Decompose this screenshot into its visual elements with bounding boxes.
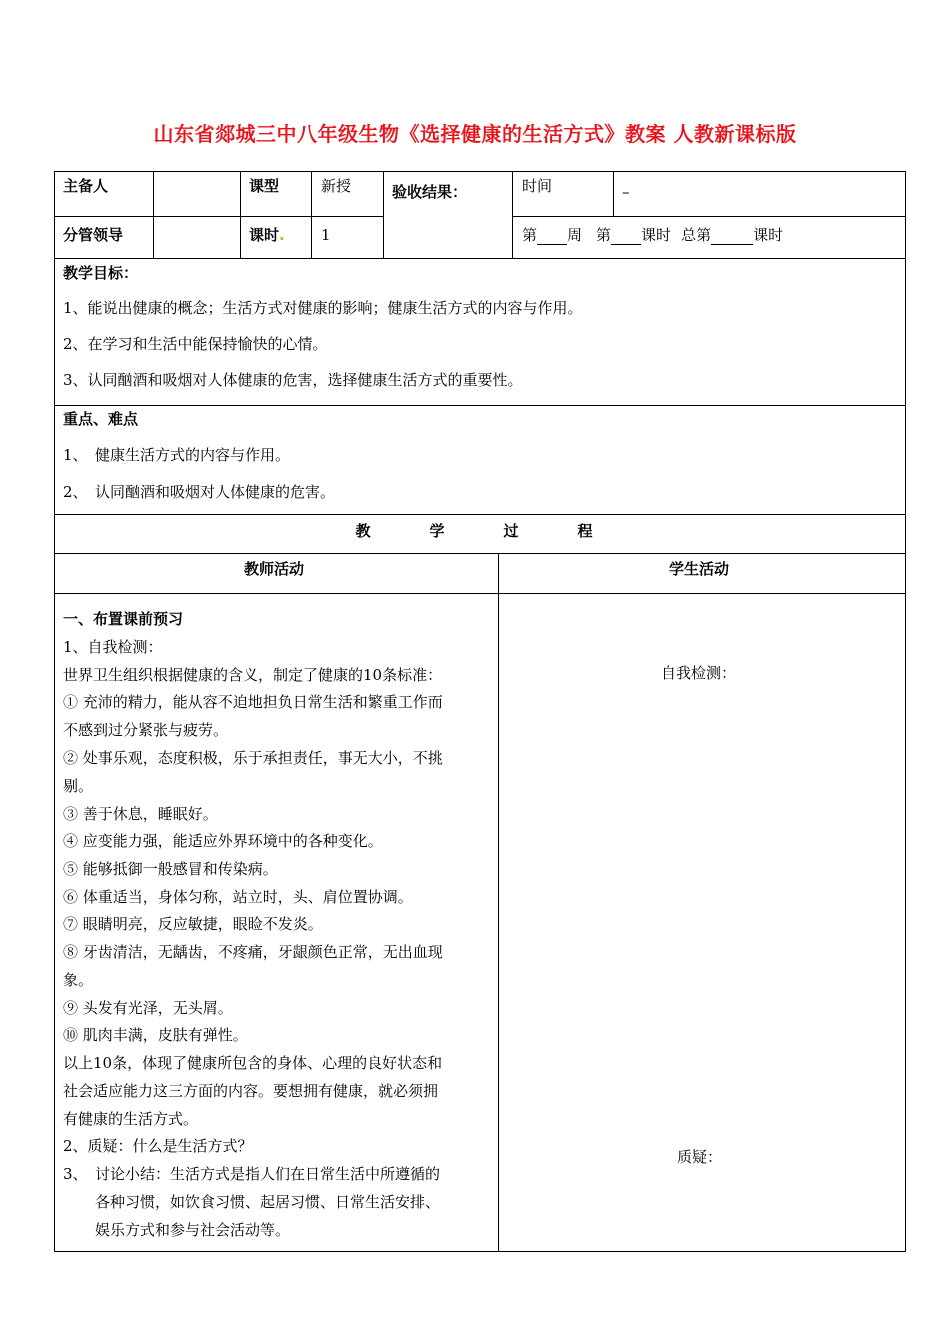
teacher-line: 娱乐方式和参与社会活动等。 (95, 1221, 291, 1239)
week-di: 第 (522, 226, 538, 244)
teacher-section-heading: 一、布置课前预习 (63, 610, 184, 628)
period-blank (611, 227, 641, 245)
teacher-line: ⑨ 头发有光泽，无头屑。 (63, 999, 233, 1017)
teacher-activity-header: 教师活动 (244, 560, 305, 578)
row-divider (512, 216, 906, 217)
teacher-line: 社会适应能力这三方面的内容。要想拥有健康，就必须拥 (63, 1082, 439, 1100)
col-divider (240, 171, 241, 258)
acceptance-result-label: 验收结果： (392, 183, 468, 201)
col-divider (311, 171, 312, 258)
week-blank (537, 227, 567, 245)
col-divider (383, 171, 384, 258)
row-divider (54, 405, 906, 406)
row-divider (54, 553, 906, 554)
teacher-line: ② 处事乐观，态度积极，乐于承担责任，事无大小，不挑 (63, 749, 443, 767)
process-char: 过 (503, 522, 519, 540)
student-activity-header: 学生活动 (669, 560, 730, 578)
teacher-line: ⑤ 能够抵御一般感冒和传染病。 (63, 860, 278, 878)
teacher-line: 各种习惯，如饮食习惯、起居习惯、日常生活安排、 (95, 1193, 441, 1211)
teacher-line: 1、自我检测： (63, 638, 163, 656)
teacher-line: ⑧ 牙齿清洁，无龋齿，不疼痛，牙龈颜色正常，无出血现 (63, 943, 443, 961)
class-hour-text: 课时 (249, 226, 280, 244)
teacher-line: ⑦ 眼睛明亮，反应敏捷，眼睑不发炎。 (63, 915, 323, 933)
key-point-item: 2、 认同酗酒和吸烟对人体健康的危害。 (63, 483, 336, 501)
row-divider (54, 593, 906, 594)
teacher-line: 不感到过分紧张与疲劳。 (63, 721, 229, 739)
total-di: 总第 (681, 226, 712, 244)
teacher-line: ③ 善于休息，睡眠好。 (63, 805, 218, 823)
document-title: 山东省郯城三中八年级生物《选择健康的生活方式》教案 人教新课标版 (153, 122, 797, 146)
process-char: 学 (429, 522, 445, 540)
class-hour-dot: . (279, 226, 285, 244)
total-blank (711, 227, 753, 245)
row-divider (54, 514, 906, 515)
total-keshi: 课时 (753, 226, 784, 244)
key-points-heading: 重点、难点 (63, 410, 139, 428)
teacher-line: 有健康的生活方式。 (63, 1110, 199, 1128)
col-divider (512, 171, 513, 258)
teacher-line: 世界卫生组织根据健康的含义，制定了健康的10条标准： (63, 666, 443, 684)
col-divider (613, 171, 614, 216)
week-zhou: 周 (567, 226, 583, 244)
teacher-line: 2、质疑：什么是生活方式？ (63, 1137, 253, 1155)
teacher-line: 3、 (63, 1165, 88, 1183)
lesson-type-label: 课型 (249, 177, 280, 195)
time-label: 时间 (522, 177, 553, 195)
teacher-line: 以上10条，体现了健康所包含的身体、心理的良好状态和 (63, 1054, 443, 1072)
class-hour-label (249, 225, 285, 245)
zhubeiren-label: 主备人 (63, 177, 109, 195)
objective-item: 1、能说出健康的概念；生活方式对健康的影响；健康生活方式的内容与作用。 (63, 299, 583, 317)
teacher-line: 讨论小结：生活方式是指人们在日常生活中所遵循的 (95, 1165, 441, 1183)
teacher-line: ⑩ 肌肉丰满，皮肤有弹性。 (63, 1026, 248, 1044)
process-char: 教 (355, 522, 371, 540)
supervisor-label: 分管领导 (63, 226, 124, 244)
student-self-test: 自我检测： (661, 664, 737, 682)
time-value: – (622, 183, 630, 201)
teacher-line: ⑥ 体重适当，身体匀称，站立时，头、肩位置协调。 (63, 888, 413, 906)
col-divider (153, 171, 154, 258)
week-schedule (522, 225, 783, 245)
objective-item: 3、认同酗酒和吸烟对人体健康的危害，选择健康生活方式的重要性。 (63, 371, 523, 389)
process-char: 程 (577, 522, 593, 540)
class-hour-value: 1 (321, 226, 331, 244)
student-question: 质疑： (677, 1148, 723, 1166)
objectives-heading: 教学目标： (63, 264, 139, 282)
key-point-item: 1、 健康生活方式的内容与作用。 (63, 446, 291, 464)
teacher-line: 象。 (63, 971, 94, 989)
row-divider (54, 258, 906, 259)
period-di: 第 (596, 226, 612, 244)
teacher-line: 剔。 (63, 777, 94, 795)
col-divider (498, 553, 499, 1252)
period-keshi: 课时 (641, 226, 672, 244)
teaching-process-heading (326, 521, 622, 541)
teacher-line: ① 充沛的精力，能从容不迫地担负日常生活和繁重工作而 (63, 693, 443, 711)
objective-item: 2、在学习和生活中能保持愉快的心情。 (63, 335, 328, 353)
row-divider (54, 216, 383, 217)
teacher-line: ④ 应变能力强，能适应外界环境中的各种变化。 (63, 832, 383, 850)
lesson-type-value: 新授 (321, 177, 352, 195)
